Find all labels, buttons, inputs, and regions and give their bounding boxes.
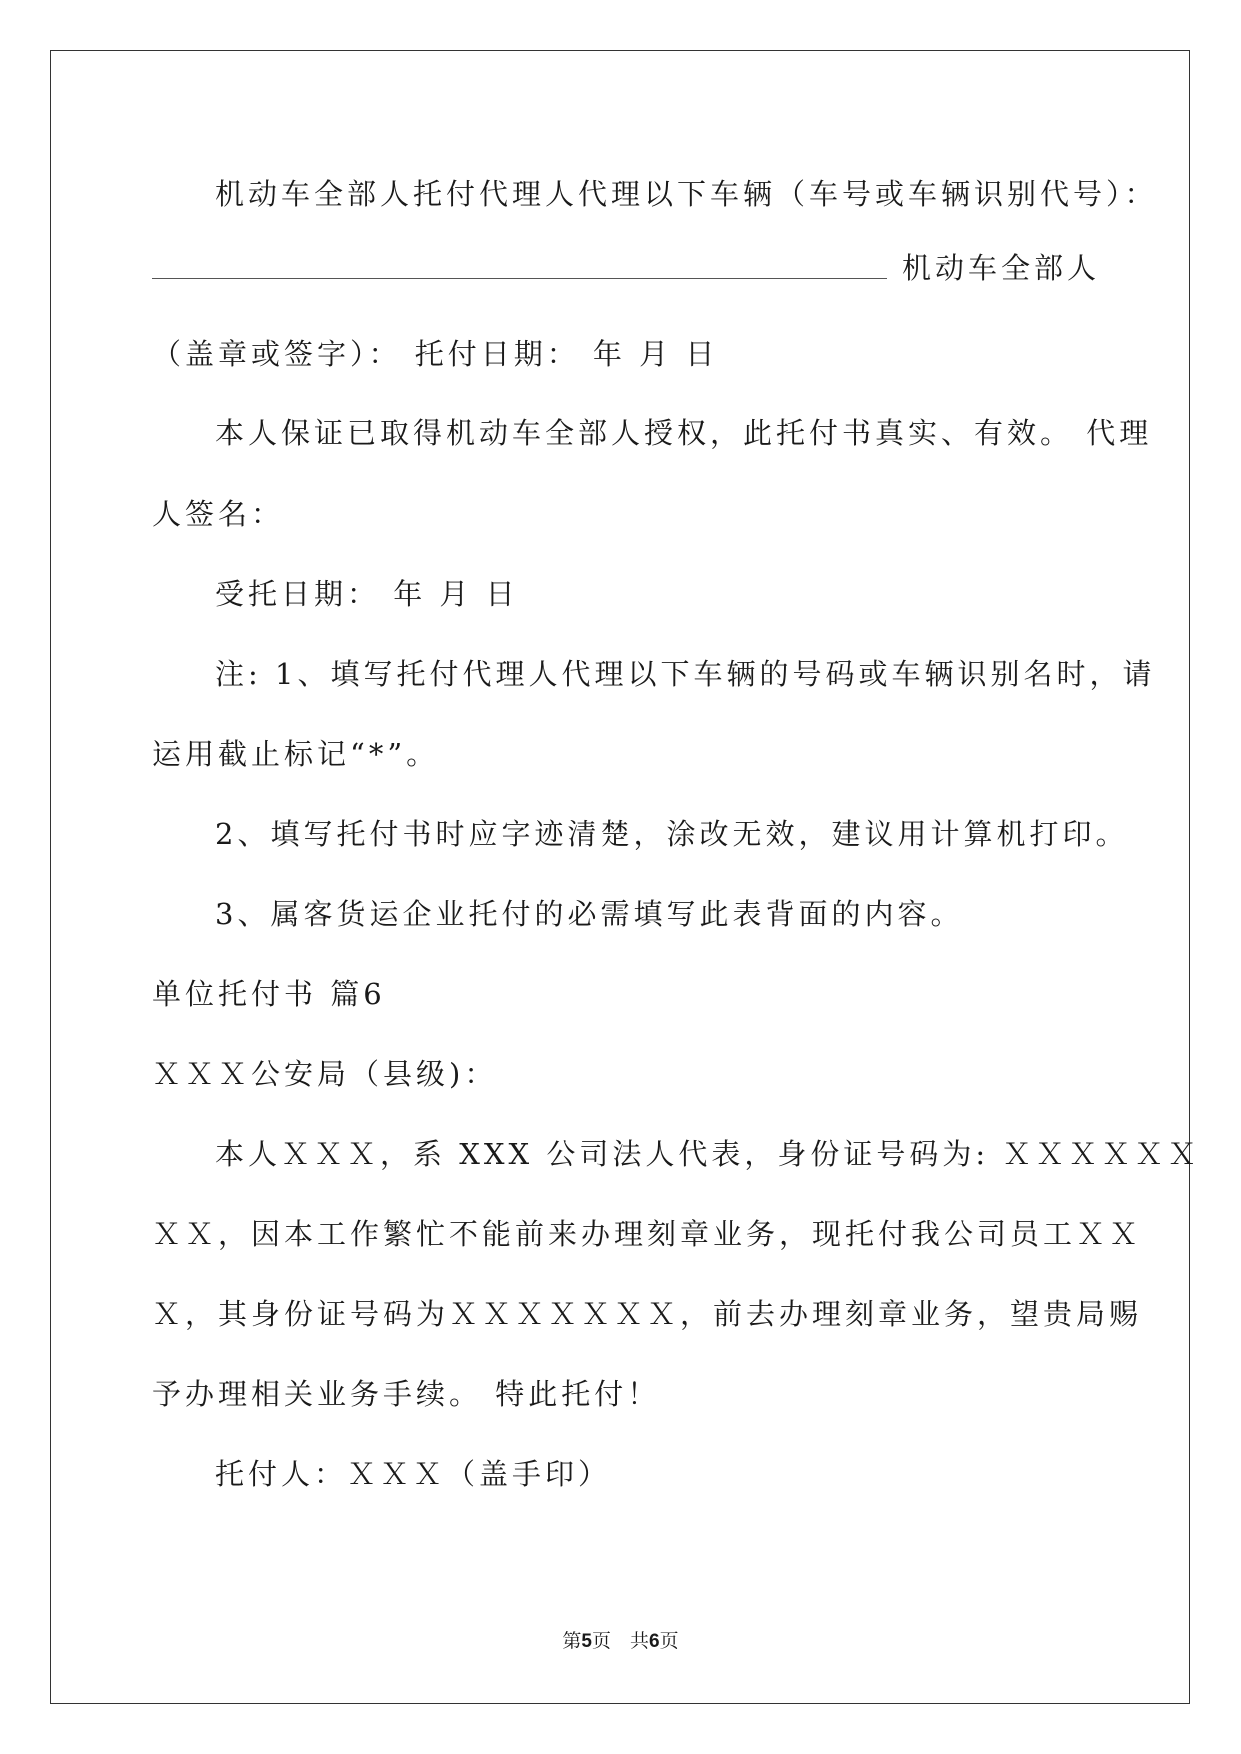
body-line-4: 予办理相关业务手续。 特此托付！	[152, 1377, 661, 1411]
note-3-line: 3、属客货运企业托付的必需填写此表背面的内容。	[215, 897, 964, 931]
body-line-3: Ｘ，其身份证号码为ＸＸＸＸＸＸＸ，前去办理刻章业务，望贵局赐	[152, 1297, 1143, 1331]
owner-label: 机动车全部人	[902, 251, 1101, 285]
vehicle-owner-statement: 机动车全部人托付代理人代理以下车辆（车号或车辆识别代号）：	[215, 177, 1158, 211]
footer-prefix: 第	[562, 1630, 582, 1652]
principal-line: 托付人：ＸＸＸ（盖手印）	[215, 1457, 612, 1491]
entrusted-date-line: 受托日期： 年 月 日	[215, 577, 519, 611]
agent-signature-line: 人签名：	[152, 497, 285, 531]
page-footer	[0, 1629, 1241, 1654]
owner-signature-row	[152, 250, 1152, 286]
blank-underline	[152, 278, 887, 279]
note-2-line: 2、填写托付书时应字迹清楚，涂改无效，建议用计算机打印。	[215, 817, 1129, 851]
agent-guarantee-line: 本人保证已取得机动车全部人授权，此托付书真实、有效。 代理	[215, 416, 1153, 450]
note-1-continued: 运用截止标记“*”。	[152, 737, 440, 771]
footer-page-number: 5	[581, 1631, 592, 1652]
addressee-line: ＸＸＸ公安局（县级)：	[152, 1057, 498, 1091]
body-line-1: 本人ＸＸＸ，系 XXX 公司法人代表，身份证号码为: ＸＸＸＸＸＸ	[215, 1137, 1201, 1171]
footer-middle: 页 共	[591, 1630, 649, 1652]
note-1-line: 注: 1、填写托付代理人代理以下车辆的号码或车辆识别名时，请	[215, 657, 1156, 691]
footer-suffix: 页	[659, 1630, 679, 1652]
section-heading: 单位托付书 篇6	[152, 977, 386, 1011]
body-line-2: ＸＸ，因本工作繁忙不能前来办理刻章业务，现托付我公司员工ＸＸ	[152, 1217, 1143, 1251]
footer-total-pages: 6	[649, 1631, 660, 1652]
seal-and-date-line: （盖章或签字）： 托付日期： 年 月 日	[152, 337, 719, 371]
